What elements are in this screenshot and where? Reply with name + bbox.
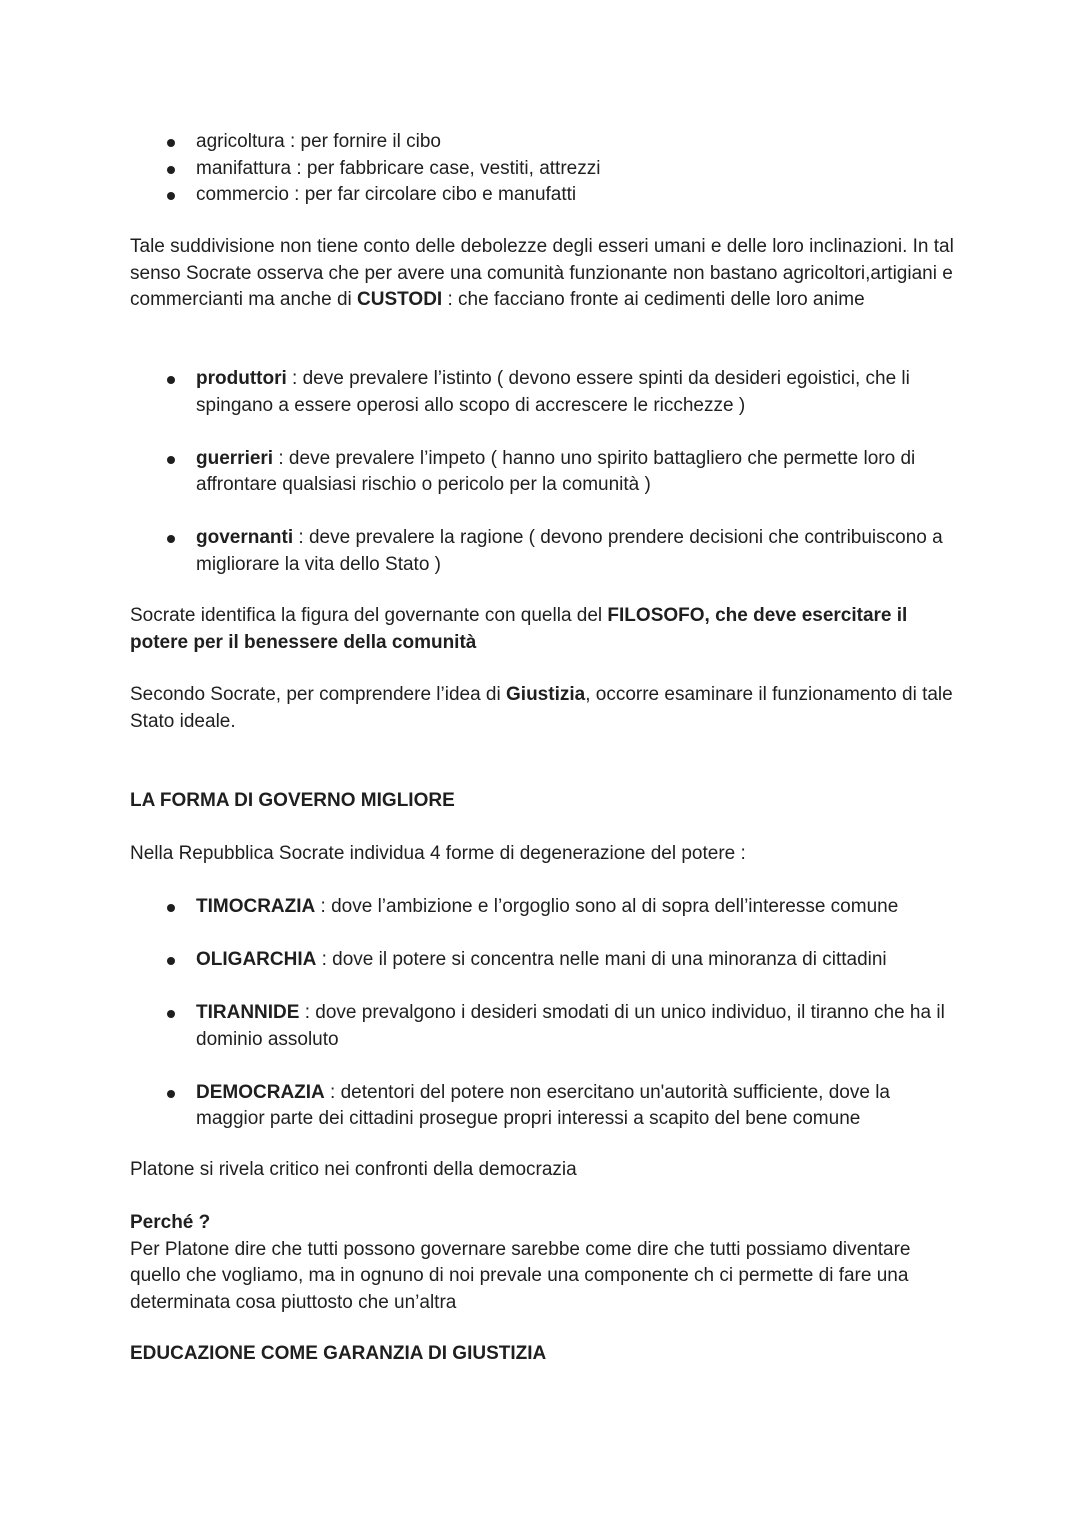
activities-list: [130, 129, 960, 209]
filosofo-paragraph: Socrate identifica la figura del governante con quella del FILOSOFO, che deve esercitare il potere per il benessere della comunità: [130, 605, 908, 653]
bullet-icon: [167, 1010, 175, 1018]
section-heading: EDUCAZIONE COME GARANZIA DI GIUSTIZIA: [130, 1343, 547, 1364]
degeneration-forms-list: [130, 894, 960, 1133]
list-item: TIRANNIDE : dove prevalgono i desideri smodati di un unico individuo, il tiranno che ha il dominio assoluto: [130, 1000, 960, 1053]
bullet-icon: [167, 456, 175, 464]
list-item: TIMOCRAZIA : dove l’ambizione e l’orgoglio sono al di sopra dell’interesse comune: [130, 894, 960, 921]
list-item: manifattura : per fabbricare case, vestiti, attrezzi: [130, 156, 960, 183]
section-heading: LA FORMA DI GOVERNO MIGLIORE: [130, 790, 455, 811]
bullet-icon: [167, 166, 175, 174]
question-block: [130, 1210, 960, 1316]
classes-list: [130, 366, 960, 578]
bullet-icon: [167, 535, 175, 543]
bullet-icon: [167, 1090, 175, 1098]
question-heading: Perché ?: [130, 1212, 211, 1233]
answer-text: Per Platone dire che tutti possono governare sarebbe come dire che tutti possiamo diventare quello che vogliamo, ma in ognuno di noi prevale una componente ch ci permette di fare una determinata cosa piuttosto che un’altra: [130, 1238, 911, 1313]
bullet-icon: [167, 904, 175, 912]
list-item: governanti : deve prevalere la ragione ( devono prendere decisioni che contribuiscono a migliorare la vita dello Stato ): [130, 525, 960, 578]
list-item: produttori : deve prevalere l’istinto ( devono essere spinti da desideri egoistici, che li spingano a essere operosi allo scopo di accrescere le ricchezze ): [130, 366, 960, 419]
list-item: guerrieri : deve prevalere l’impeto ( hanno uno spirito battagliero che permette loro di affrontare qualsiasi rischio o pericolo per la comunità ): [130, 446, 960, 499]
bullet-icon: [167, 192, 175, 200]
custodi-paragraph: Tale suddivisione non tiene conto delle debolezze degli esseri umani e delle loro inclinazioni. In tal senso Socrate osserva che per avere una comunità funzionante non bastano agricoltori,artigiani e commercianti ma anche di CUSTODI : che facciano fronte ai cedimenti delle loro anime: [130, 236, 954, 310]
democracy-paragraph: Platone si rivela critico nei confronti della democrazia: [130, 1159, 577, 1180]
list-item: DEMOCRAZIA : detentori del potere non esercitano un'autorità sufficiente, dove la maggior parte dei cittadini prosegue propri interessi a scapito del bene comune: [130, 1080, 960, 1133]
giustizia-paragraph: Secondo Socrate, per comprendere l’idea di Giustizia, occorre esaminare il funzionamento di tale Stato ideale.: [130, 684, 953, 732]
list-item: OLIGARCHIA : dove il potere si concentra nelle mani di una minoranza di cittadini: [130, 947, 960, 974]
list-item: agricoltura : per fornire il cibo: [130, 129, 960, 156]
bullet-icon: [167, 376, 175, 384]
intro-paragraph: Nella Repubblica Socrate individua 4 forme di degenerazione del potere :: [130, 843, 746, 864]
bullet-icon: [167, 139, 175, 147]
list-item: commercio : per far circolare cibo e manufatti: [130, 182, 960, 209]
bullet-icon: [167, 957, 175, 965]
